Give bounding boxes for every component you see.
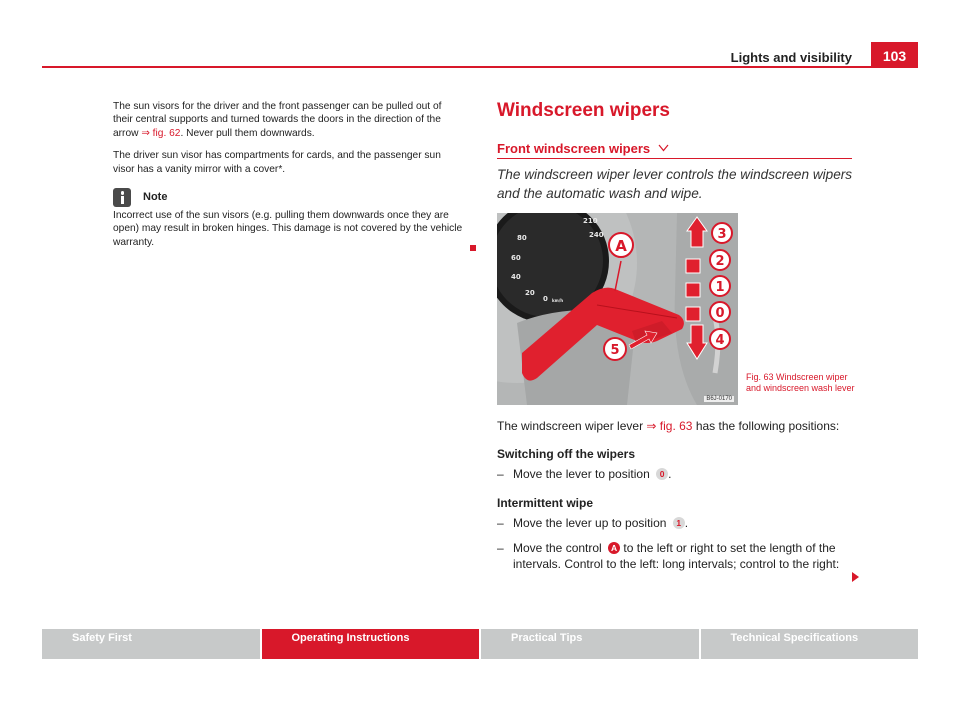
sub-heading-text: Front windscreen wipers [497, 141, 651, 156]
period: . [668, 467, 672, 481]
label-a: A [615, 237, 627, 255]
sun-visor-compartments-paragraph: The driver sun visor has compartments for cards, and the passenger sun visor has a vanity mirror with a cover*. [113, 150, 441, 175]
dial-unit: km/h [552, 298, 564, 303]
control-text: Move the control [513, 541, 602, 555]
note-header [113, 188, 463, 207]
sub-heading-rule [497, 158, 852, 159]
label-3: 3 [717, 227, 727, 242]
figure-link[interactable]: ⇒ fig. 63 [646, 419, 693, 433]
lead-paragraph: The windscreen wiper lever controls the windscreen wipers and the automatic wash and wipe. [497, 167, 853, 201]
control-text-cont: to the left or right to set the length of the [623, 541, 836, 555]
tab-operating-instructions[interactable]: Operating Instructions [262, 629, 480, 659]
switch-off-heading: Switching off the wipers [497, 447, 636, 461]
label-1: 1 [715, 280, 725, 295]
label-4: 4 [715, 333, 725, 348]
figure-caption: Fig. 63 Windscreen wiper and windscreen wash lever [746, 372, 855, 393]
sun-visor-paragraph [113, 100, 463, 140]
label-0: 0 [715, 306, 725, 321]
label-5: 5 [610, 343, 620, 358]
dial-label: 210 [583, 217, 598, 225]
figure-code: B6J-0170 [706, 396, 732, 402]
chevron-down-icon [658, 144, 669, 152]
section-end-marker [470, 245, 476, 251]
dial-label: 0 [543, 295, 548, 303]
wiper-lever-illustration [497, 213, 738, 405]
switch-off-text: Move the lever to position [513, 467, 650, 481]
dial-label: 20 [525, 289, 535, 297]
list-dash: – [497, 467, 504, 481]
dial-label: 40 [511, 273, 521, 281]
figure-link[interactable]: ⇒ fig. 62 [141, 127, 181, 139]
dial-label: 240 [589, 231, 604, 239]
text-segment: . Never pull them downwards. [180, 127, 315, 139]
text-segment: The windscreen wiper lever [497, 419, 647, 433]
label-2: 2 [715, 254, 725, 269]
section-title: Lights and visibility [730, 50, 852, 65]
control-a-badge: A [608, 542, 620, 554]
page-number: 103 [871, 42, 918, 68]
header-rule [42, 66, 918, 68]
intermittent-text: Move the lever up to position [513, 516, 667, 530]
position-0-badge: 0 [656, 468, 668, 480]
note-text: Incorrect use of the sun visors (e.g. pulling them downwards once they are open) may result in broken hinges. This damage is not covered by the vehicle warranty. [113, 210, 463, 248]
left-column [113, 100, 463, 258]
note-label: Note [143, 190, 168, 203]
tab-safety-first[interactable]: Safety First [42, 629, 260, 659]
main-heading: Windscreen wipers [497, 100, 670, 121]
sub-heading [497, 141, 669, 156]
list-dash: – [497, 541, 504, 555]
period: . [684, 516, 689, 530]
tab-technical-specifications[interactable]: Technical Specifications [701, 629, 919, 659]
intermittent-heading: Intermittent wipe [497, 496, 594, 510]
wiper-lever-figure [497, 213, 738, 405]
text-segment: The sun visors for the driver and the front passenger can be pulled out of their central supports and turned towards the doors in the direction of the arrow [113, 101, 442, 139]
continue-arrow-icon [852, 572, 859, 582]
list-dash: – [497, 516, 504, 530]
dial-label: 60 [511, 254, 521, 262]
text-segment: has the following positions: [692, 419, 840, 433]
position-1-badge: 1 [673, 517, 685, 529]
info-icon [113, 188, 131, 207]
dial-label: 80 [517, 234, 527, 242]
intro-sentence [497, 419, 839, 433]
tab-practical-tips[interactable]: Practical Tips [481, 629, 699, 659]
control-text-line3: intervals. Control to the left: long intervals; control to the right: [513, 557, 840, 571]
footer-nav [42, 629, 918, 659]
